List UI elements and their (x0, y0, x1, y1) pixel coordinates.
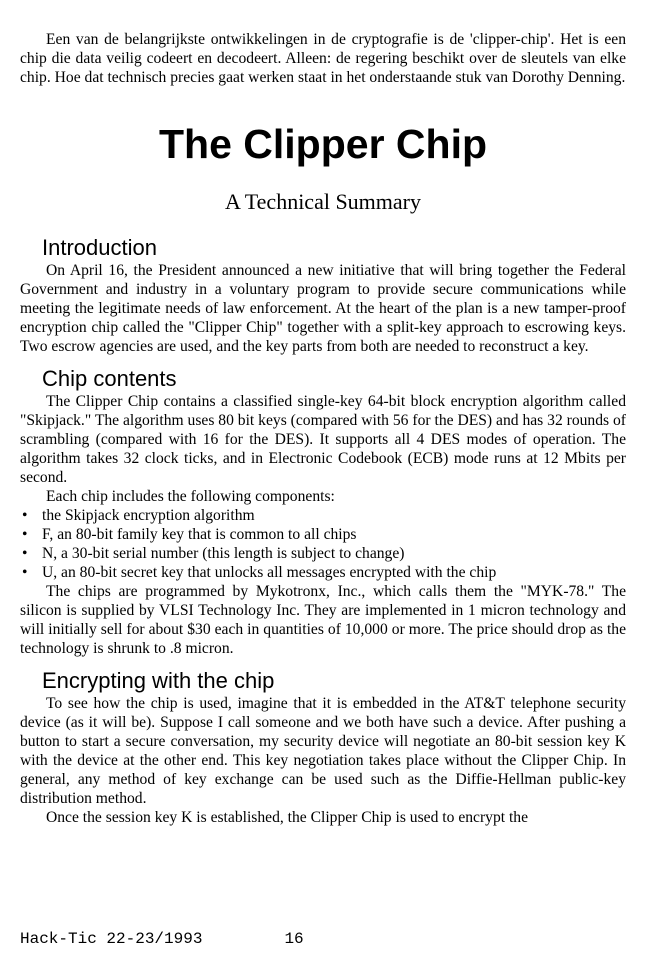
chip-contents-paragraph-2: Each chip includes the following components: (46, 488, 335, 505)
page-subtitle: A Technical Summary (224, 189, 421, 214)
introduction-paragraph: On April 16, the President announced a new initiative that will bring together the Federal Government and industry in a voluntary program to provide secure communications while meeting the legitimate needs of law enforcement. At the heart of the plan is a new tamper-proof encryption chip called the "Clipper Chip" together with a split-key approach to escrowing keys. Two escrow agencies are used, and the key parts from both are needed to reconstruct a key. (20, 262, 626, 355)
encrypting-paragraph-2: Once the session key K is established, the Clipper Chip is used to encrypt the (46, 809, 529, 826)
document-page (20, 30, 626, 827)
page-title: The Clipper Chip (159, 121, 487, 167)
heading-chip-contents: Chip contents (42, 366, 177, 391)
intro-paragraph-dutch: Een van de belangrijkste ontwikkelingen in de cryptografie is de 'clipper-chip'. Het is een chip die data veilig codeert en decodeert. Alleen: de regering beschikt over de sleutels van elke chip. Hoe dat technisch precies gaat werken staat in het onderstaande stuk van Dorothy Denning. (20, 31, 626, 86)
heading-encrypting: Encrypting with the chip (42, 668, 275, 693)
chip-contents-paragraph-1: The Clipper Chip contains a classified single-key 64-bit block encryption algorithm called "Skipjack." The algorithm uses 80 bit keys (compared with 56 for the DES) and has 32 rounds of scrambling (compared with 16 for the DES). It supports all 4 DES modes of operation. The algorithm takes 32 clock ticks, and in Electronic Codebook (ECB) mode runs at 12 Mbits per second. (20, 393, 626, 486)
list-item: • the Skipjack encryption algorithm (20, 506, 626, 525)
list-item: • U, an 80-bit secret key that unlocks all messages encrypted with the chip (20, 563, 626, 582)
list-item: • N, a 30-bit serial number (this length is subject to change) (20, 544, 626, 563)
page-footer (20, 929, 304, 949)
encrypting-paragraph-1: To see how the chip is used, imagine that it is embedded in the AT&T telephone security device (as it will be). Suppose I call someone and we both have such a device. After pushing a button to start a secure conversation, my security device will negotiate an 80-bit session key K with the device at the other end. This key negotiation takes place without the Clipper Chip. In general, any method of key exchange can be used such as the Diffie-Hellman public-key distribution method. (20, 695, 626, 807)
heading-introduction: Introduction (42, 235, 157, 260)
chip-contents-paragraph-3: The chips are programmed by Mykotronx, Inc., which calls them the "MYK-78." The silicon is supplied by VLSI Technology Inc. They are implemented in 1 micron technology and will initially sell for about $30 each in quantities of 10,000 or more. The price should drop as the technology is shrunk to .8 micron. (20, 583, 626, 657)
footer-publication: Hack-Tic 22-23/1993 (20, 930, 203, 948)
list-item: • F, an 80-bit family key that is common to all chips (20, 525, 626, 544)
page-number: 16 (284, 930, 304, 948)
components-list (20, 506, 626, 582)
